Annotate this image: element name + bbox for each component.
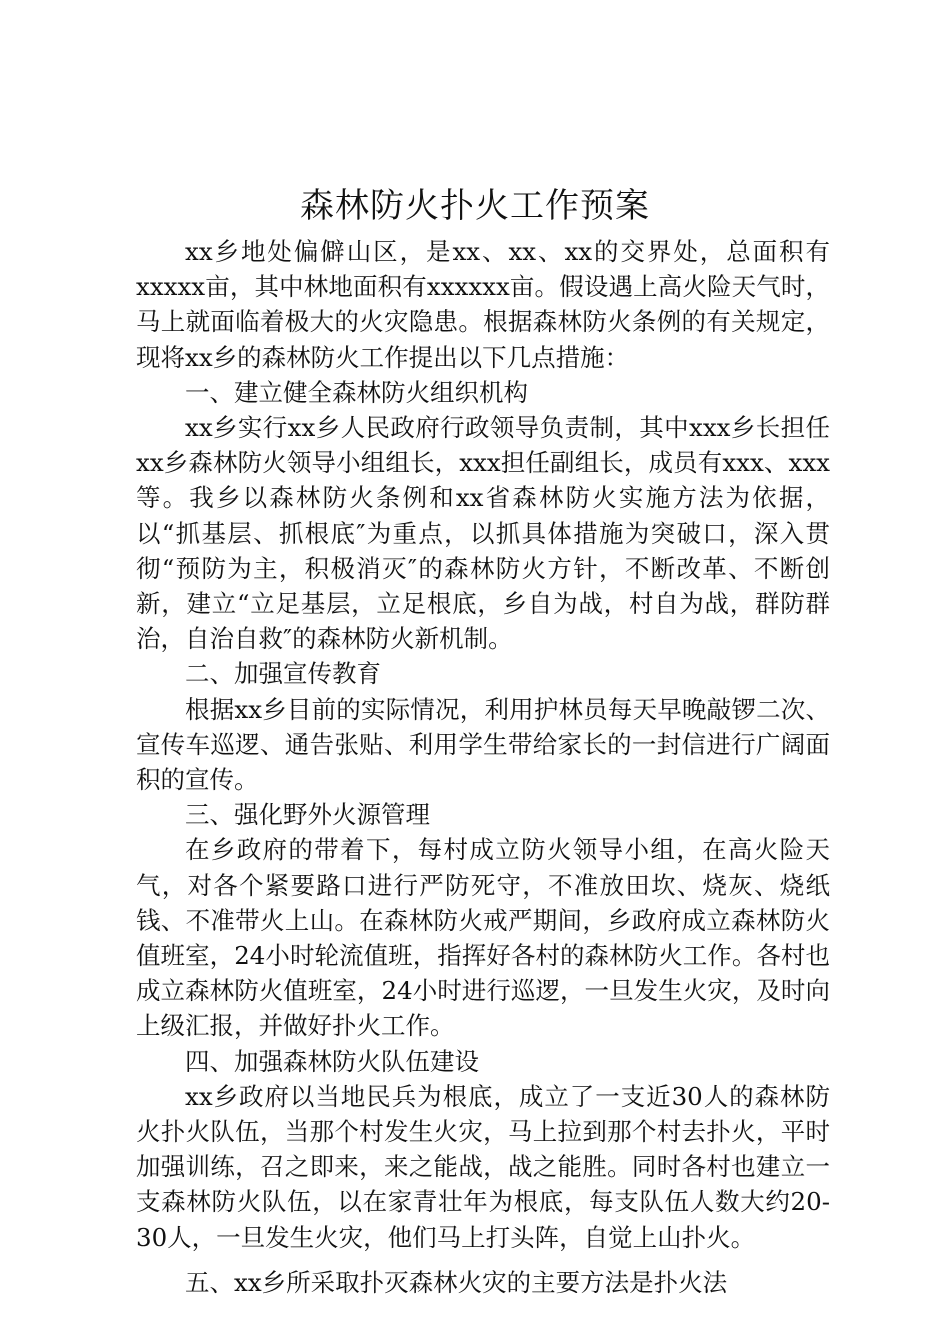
- intro-paragraph: xx乡地处偏僻山区，是xx、xx、xx的交界处，总面积有xxxxx亩，其中林地面积有xxxxxx亩。假设遇上高火险天气时，马上就面临着极大的火灾隐患。根据森林防火条例的有关规定，现将xx乡的森林防火工作提出以下几点措施：: [136, 237, 830, 372]
- section-heading: 二、加强宣传教育: [185, 659, 381, 689]
- document-title: 森林防火扑火工作预案: [300, 186, 650, 226]
- section-paragraph: xx乡实行xx乡人民政府行政领导负责制，其中xxx乡长担任xx乡森林防火领导小组组长，xxx担任副组长，成员有xxx、xxx等。我乡以森林防火条例和xx省森林防火实施方法为依据，以“抓基层、抓根底″为重点，以抓具体措施为突破口，深入贯彻“预防为主，积极消灭″的森林防火方针，不断改革、不断创新，建立“立足基层，立足根底，乡自为战，村自为战，群防群治，自治自救″的森林防火新机制。: [136, 413, 830, 654]
- section-paragraph: 根据xx乡目前的实际情况，利用护林员每天早晚敲锣二次、宣传车巡逻、通告张贴、利用学生带给家长的一封信进行广阔面积的宣传。: [136, 694, 830, 795]
- section-heading: 一、建立健全森林防火组织机构: [185, 377, 528, 407]
- section-paragraph: xx乡政府以当地民兵为根底，成立了一支近30人的森林防火扑火队伍，当那个村发生火灾，马上拉到那个村去扑火，平时加强训练，召之即来，来之能战，战之能胜。同时各村也建立一支森林防火队伍，以在家青壮年为根底，每支队伍人数大约20-30人，一旦发生火灾，他们马上打头阵，自觉上山扑火。: [136, 1081, 830, 1252]
- document-body: [136, 234, 830, 1300]
- section-paragraph: 在乡政府的带着下，每村成立防火领导小组，在高火险天气，对各个紧要路口进行严防死守，不准放田坎、烧灰、烧纸钱、不准带火上山。在森林防火戒严期间，乡政府成立森林防火值班室，24小时轮流值班，指挥好各村的森林防火工作。各村也成立森林防火值班室，24小时进行巡逻，一旦发生火灾，及时向上级汇报，并做好扑火工作。: [136, 835, 830, 1041]
- section-heading-five: 五、xx乡所采取扑灭森林火灾的主要方法是扑火法: [185, 1267, 728, 1297]
- section-heading: 三、强化野外火源管理: [185, 800, 430, 830]
- section-heading: 四、加强森林防火队伍建设: [185, 1046, 479, 1076]
